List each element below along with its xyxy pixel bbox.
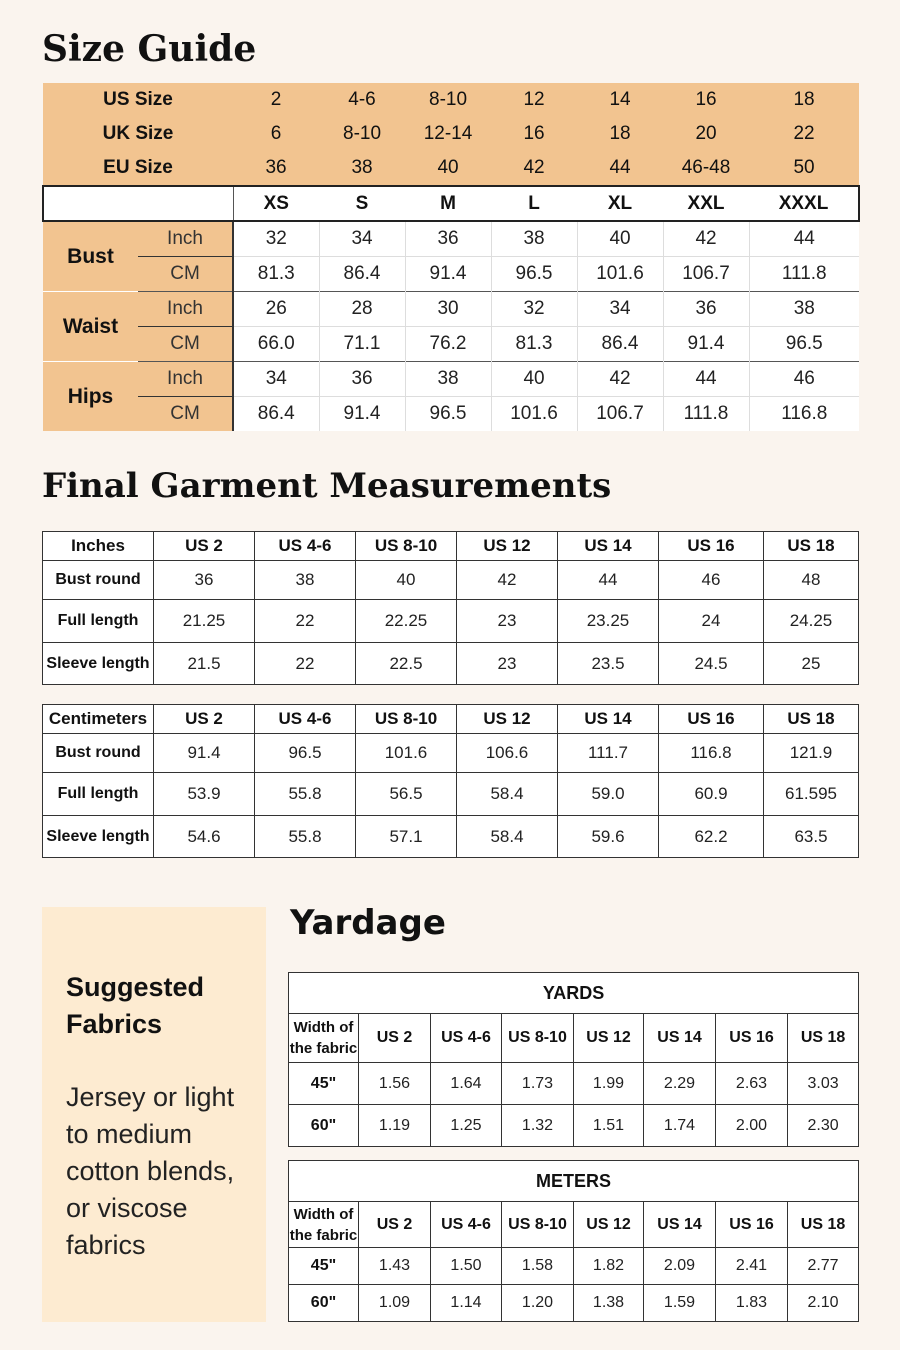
table-row <box>43 561 859 600</box>
us-size-cell: 4-6 <box>319 83 405 117</box>
eu-size-cell: 50 <box>749 151 859 186</box>
table-cell: 62.2 <box>659 816 764 858</box>
yards-caption: YARDS <box>289 973 859 1014</box>
waist-label: Waist <box>43 292 138 362</box>
bust-inch-cell: 34 <box>319 221 405 257</box>
hips-inch-cell: 40 <box>491 362 577 397</box>
bust-cm-row <box>43 257 859 292</box>
size-header: US 18 <box>764 532 859 561</box>
size-header: US 4-6 <box>431 1202 502 1248</box>
table-cell: 42 <box>457 561 558 600</box>
table-cell: 1.19 <box>359 1105 431 1147</box>
table-row <box>43 600 859 643</box>
table-row <box>289 1063 859 1105</box>
uk-size-row <box>43 117 859 151</box>
uk-size-cell: 8-10 <box>319 117 405 151</box>
bust-inch-cell: 44 <box>749 221 859 257</box>
waist-cm-row <box>43 327 859 362</box>
waist-cm-cell: 96.5 <box>749 327 859 362</box>
waist-inch-row <box>43 292 859 327</box>
row-label: Full length <box>43 773 154 816</box>
hips-inch-cell: 36 <box>319 362 405 397</box>
table-cell: 2.00 <box>716 1105 788 1147</box>
letter-size-cell: XS <box>233 186 319 221</box>
size-header: US 14 <box>558 532 659 561</box>
hips-inch-cell: 38 <box>405 362 491 397</box>
table-cell: 1.82 <box>574 1248 644 1285</box>
hips-cm-cell: 91.4 <box>319 397 405 432</box>
uk-size-cell: 16 <box>491 117 577 151</box>
table-cell: 1.38 <box>574 1285 644 1322</box>
table-cell: 23.5 <box>558 643 659 685</box>
bust-cm-cell: 86.4 <box>319 257 405 292</box>
table-row <box>43 773 859 816</box>
waist-inch-cell: 34 <box>577 292 663 327</box>
table-cell: 1.43 <box>359 1248 431 1285</box>
width-label: Width of the fabric <box>289 1014 359 1063</box>
yardage-yards-table <box>288 972 859 1147</box>
hips-inch-cell: 46 <box>749 362 859 397</box>
table-cell: 38 <box>255 561 356 600</box>
waist-cm-cell: 66.0 <box>233 327 319 362</box>
waist-inch-cell: 32 <box>491 292 577 327</box>
size-header: US 2 <box>154 532 255 561</box>
suggested-fabrics-title: Suggested Fabrics <box>66 972 205 1039</box>
table-cell: 44 <box>558 561 659 600</box>
table-cell: 59.6 <box>558 816 659 858</box>
size-header: US 4-6 <box>255 532 356 561</box>
hips-cm-cell: 101.6 <box>491 397 577 432</box>
yardage-header-row <box>289 1014 859 1063</box>
letter-size-blank <box>43 186 233 221</box>
hips-label: Hips <box>43 362 138 432</box>
size-header: US 16 <box>659 532 764 561</box>
table-cell: 58.4 <box>457 816 558 858</box>
eu-size-cell: 42 <box>491 151 577 186</box>
letter-size-cell: S <box>319 186 405 221</box>
table-cell: 2.41 <box>716 1248 788 1285</box>
table-cell: 59.0 <box>558 773 659 816</box>
us-size-cell: 14 <box>577 83 663 117</box>
size-header: US 8-10 <box>502 1014 574 1063</box>
us-size-cell: 16 <box>663 83 749 117</box>
table-cell: 61.595 <box>764 773 859 816</box>
table-cell: 106.6 <box>457 734 558 773</box>
letter-size-row <box>43 186 859 221</box>
yardage-meters-table <box>288 1160 859 1322</box>
table-cell: 58.4 <box>457 773 558 816</box>
width-label: Width of the fabric <box>289 1202 359 1248</box>
bust-inch-cell: 40 <box>577 221 663 257</box>
table-cell: 23.25 <box>558 600 659 643</box>
table-cell: 96.5 <box>255 734 356 773</box>
row-label: 60" <box>289 1285 359 1322</box>
table-cell: 22.5 <box>356 643 457 685</box>
table-cell: 1.56 <box>359 1063 431 1105</box>
table-cell: 21.25 <box>154 600 255 643</box>
table-cell: 111.7 <box>558 734 659 773</box>
table-row <box>289 1105 859 1147</box>
table-cell: 55.8 <box>255 816 356 858</box>
row-label: 45" <box>289 1248 359 1285</box>
size-header: US 16 <box>659 705 764 734</box>
bust-cm-cell: 111.8 <box>749 257 859 292</box>
us-size-cell: 18 <box>749 83 859 117</box>
garment-centimeters-table <box>42 704 859 858</box>
eu-size-cell: 38 <box>319 151 405 186</box>
table-cell: 23 <box>457 600 558 643</box>
size-header: US 12 <box>457 532 558 561</box>
bust-cm-cell: 96.5 <box>491 257 577 292</box>
table-cell: 2.10 <box>788 1285 859 1322</box>
yardage-header-row <box>289 1202 859 1248</box>
hips-cm-cell: 106.7 <box>577 397 663 432</box>
cm-unit-label: CM <box>138 257 233 292</box>
bust-inch-row <box>43 221 859 257</box>
table-cell: 25 <box>764 643 859 685</box>
table-cell: 1.32 <box>502 1105 574 1147</box>
table-cell: 55.8 <box>255 773 356 816</box>
size-header: US 2 <box>359 1202 431 1248</box>
row-label: Bust round <box>43 734 154 773</box>
letter-size-cell: M <box>405 186 491 221</box>
eu-size-cell: 46-48 <box>663 151 749 186</box>
hips-cm-cell: 111.8 <box>663 397 749 432</box>
size-header: US 14 <box>644 1202 716 1248</box>
size-header: US 8-10 <box>502 1202 574 1248</box>
row-label: Sleeve length <box>43 643 154 685</box>
table-cell: 1.50 <box>431 1248 502 1285</box>
suggested-fabrics-text: Jersey or light to medium cotton blends, or viscose fabrics <box>66 1082 235 1260</box>
size-header: US 4-6 <box>431 1014 502 1063</box>
table-cell: 46 <box>659 561 764 600</box>
bust-cm-cell: 91.4 <box>405 257 491 292</box>
table-cell: 2.63 <box>716 1063 788 1105</box>
table-cell: 48 <box>764 561 859 600</box>
uk-size-cell: 22 <box>749 117 859 151</box>
eu-size-cell: 44 <box>577 151 663 186</box>
table-cell: 1.58 <box>502 1248 574 1285</box>
table-cell: 56.5 <box>356 773 457 816</box>
size-guide-table <box>42 83 860 431</box>
size-header: US 8-10 <box>356 705 457 734</box>
size-header: US 18 <box>764 705 859 734</box>
size-header: US 12 <box>574 1014 644 1063</box>
table-cell: 24.5 <box>659 643 764 685</box>
bust-inch-cell: 38 <box>491 221 577 257</box>
meters-caption-row <box>289 1161 859 1202</box>
yardage-title: Yardage <box>290 903 446 943</box>
table-row <box>289 1285 859 1322</box>
bust-cm-cell: 101.6 <box>577 257 663 292</box>
eu-size-label: EU Size <box>43 151 233 186</box>
hips-cm-cell: 86.4 <box>233 397 319 432</box>
uk-size-cell: 6 <box>233 117 319 151</box>
hips-cm-cell: 116.8 <box>749 397 859 432</box>
table-cell: 1.74 <box>644 1105 716 1147</box>
table-cell: 24 <box>659 600 764 643</box>
waist-inch-cell: 26 <box>233 292 319 327</box>
table-cell: 63.5 <box>764 816 859 858</box>
uk-size-cell: 20 <box>663 117 749 151</box>
us-size-cell: 8-10 <box>405 83 491 117</box>
table-cell: 1.99 <box>574 1063 644 1105</box>
size-header: US 14 <box>558 705 659 734</box>
table-cell: 2.29 <box>644 1063 716 1105</box>
bust-inch-cell: 36 <box>405 221 491 257</box>
row-label: Full length <box>43 600 154 643</box>
table-row <box>43 643 859 685</box>
us-size-cell: 12 <box>491 83 577 117</box>
table-cell: 2.30 <box>788 1105 859 1147</box>
suggested-fabrics-panel <box>42 907 266 1322</box>
waist-cm-cell: 81.3 <box>491 327 577 362</box>
table-cell: 36 <box>154 561 255 600</box>
table-cell: 57.1 <box>356 816 457 858</box>
hips-inch-row <box>43 362 859 397</box>
size-header: US 14 <box>644 1014 716 1063</box>
letter-size-cell: XL <box>577 186 663 221</box>
inch-unit-label: Inch <box>138 292 233 327</box>
table-cell: 1.83 <box>716 1285 788 1322</box>
bust-label: Bust <box>43 221 138 292</box>
size-header: US 16 <box>716 1202 788 1248</box>
size-header: US 12 <box>574 1202 644 1248</box>
inch-unit-label: Inch <box>138 221 233 257</box>
table-cell: 3.03 <box>788 1063 859 1105</box>
waist-cm-cell: 91.4 <box>663 327 749 362</box>
hips-cm-cell: 96.5 <box>405 397 491 432</box>
row-label: 45" <box>289 1063 359 1105</box>
waist-cm-cell: 76.2 <box>405 327 491 362</box>
waist-inch-cell: 30 <box>405 292 491 327</box>
hips-inch-cell: 44 <box>663 362 749 397</box>
size-header: US 2 <box>154 705 255 734</box>
bust-cm-cell: 81.3 <box>233 257 319 292</box>
table-cell: 2.09 <box>644 1248 716 1285</box>
letter-size-cell: L <box>491 186 577 221</box>
bust-cm-cell: 106.7 <box>663 257 749 292</box>
bust-inch-cell: 32 <box>233 221 319 257</box>
row-label: Sleeve length <box>43 816 154 858</box>
size-header: US 18 <box>788 1014 859 1063</box>
table-cell: 121.9 <box>764 734 859 773</box>
table-row <box>43 816 859 858</box>
uk-size-cell: 18 <box>577 117 663 151</box>
size-header: US 12 <box>457 705 558 734</box>
table-cell: 2.77 <box>788 1248 859 1285</box>
garment-inches-table <box>42 531 859 685</box>
table-cell: 1.14 <box>431 1285 502 1322</box>
table-cell: 60.9 <box>659 773 764 816</box>
table-cell: 1.51 <box>574 1105 644 1147</box>
hips-inch-cell: 34 <box>233 362 319 397</box>
table-cell: 116.8 <box>659 734 764 773</box>
uk-size-label: UK Size <box>43 117 233 151</box>
table-cell: 54.6 <box>154 816 255 858</box>
table-row <box>289 1248 859 1285</box>
eu-size-row <box>43 151 859 186</box>
table-cell: 24.25 <box>764 600 859 643</box>
size-guide-title: Size Guide <box>42 28 257 70</box>
eu-size-cell: 36 <box>233 151 319 186</box>
size-header: US 4-6 <box>255 705 356 734</box>
waist-cm-cell: 86.4 <box>577 327 663 362</box>
garment-header-row <box>43 532 859 561</box>
row-label: Bust round <box>43 561 154 600</box>
table-cell: 22.25 <box>356 600 457 643</box>
cm-unit-label: CM <box>138 327 233 362</box>
table-cell: 22 <box>255 600 356 643</box>
size-header: US 8-10 <box>356 532 457 561</box>
meters-caption: METERS <box>289 1161 859 1202</box>
table-cell: 40 <box>356 561 457 600</box>
row-label: 60" <box>289 1105 359 1147</box>
table-cell: 21.5 <box>154 643 255 685</box>
cm-unit-label: CM <box>138 397 233 432</box>
table-cell: 1.20 <box>502 1285 574 1322</box>
table-row <box>43 734 859 773</box>
garment-measurements-title: Final Garment Measurements <box>42 466 612 506</box>
letter-size-cell: XXXL <box>749 186 859 221</box>
us-size-row <box>43 83 859 117</box>
table-cell: 22 <box>255 643 356 685</box>
bust-inch-cell: 42 <box>663 221 749 257</box>
table-cell: 1.73 <box>502 1063 574 1105</box>
table-cell: 1.09 <box>359 1285 431 1322</box>
uk-size-cell: 12-14 <box>405 117 491 151</box>
inch-unit-label: Inch <box>138 362 233 397</box>
waist-inch-cell: 28 <box>319 292 405 327</box>
size-header: US 18 <box>788 1202 859 1248</box>
hips-inch-cell: 42 <box>577 362 663 397</box>
table-cell: 91.4 <box>154 734 255 773</box>
table-cell: 23 <box>457 643 558 685</box>
unit-label: Centimeters <box>43 705 154 734</box>
yards-caption-row <box>289 973 859 1014</box>
waist-inch-cell: 38 <box>749 292 859 327</box>
table-cell: 1.64 <box>431 1063 502 1105</box>
waist-cm-cell: 71.1 <box>319 327 405 362</box>
garment-header-row <box>43 705 859 734</box>
table-cell: 53.9 <box>154 773 255 816</box>
letter-size-cell: XXL <box>663 186 749 221</box>
eu-size-cell: 40 <box>405 151 491 186</box>
table-cell: 101.6 <box>356 734 457 773</box>
waist-inch-cell: 36 <box>663 292 749 327</box>
unit-label: Inches <box>43 532 154 561</box>
table-cell: 1.25 <box>431 1105 502 1147</box>
table-cell: 1.59 <box>644 1285 716 1322</box>
us-size-cell: 2 <box>233 83 319 117</box>
size-header: US 2 <box>359 1014 431 1063</box>
hips-cm-row <box>43 397 859 432</box>
size-header: US 16 <box>716 1014 788 1063</box>
us-size-label: US Size <box>43 83 233 117</box>
